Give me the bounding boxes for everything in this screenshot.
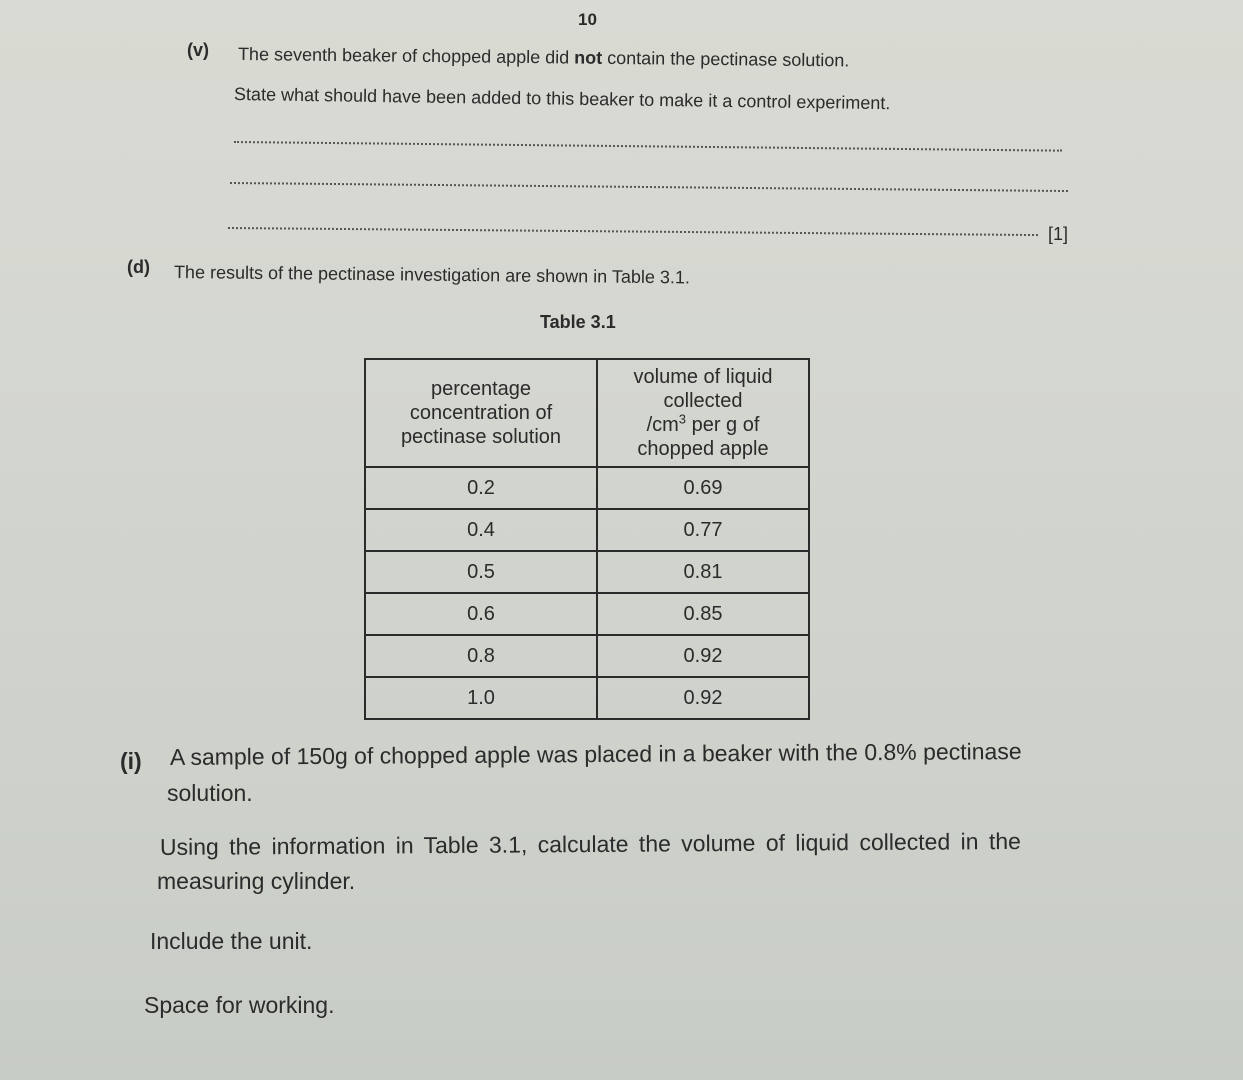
answer-line-2[interactable] (230, 182, 1068, 192)
header-volume-line1: volume of liquid (633, 366, 773, 388)
table-row (365, 509, 809, 551)
question-v-text-b: contain the pectinase solution. (602, 47, 850, 71)
question-label-v: (v) (187, 40, 209, 60)
working-space-label: Space for working. (144, 992, 335, 1018)
concentration-cell: 0.6 (365, 593, 597, 635)
concentration-cell: 1.0 (365, 677, 597, 719)
concentration-cell: 0.5 (365, 551, 597, 593)
question-i-instruction: Include the unit. (150, 928, 313, 954)
question-label-i: (i) (120, 748, 142, 774)
header-concentration-line2: concentration of (409, 402, 553, 424)
answer-line-1[interactable] (234, 141, 1062, 152)
marks-v: [1] (1048, 224, 1069, 244)
question-v-text (238, 44, 850, 71)
table-title: Table 3.1 (540, 312, 616, 332)
volume-cell: 0.69 (597, 467, 809, 509)
volume-cell: 0.77 (597, 509, 809, 551)
header-volume (597, 359, 809, 467)
question-v-text-a: The seventh beaker of chopped apple did (237, 44, 575, 68)
header-concentration-line3: pectinase solution (400, 426, 562, 448)
table-header-row (365, 359, 809, 467)
header-volume-unit-prefix: / (646, 414, 653, 436)
page-number: 10 (578, 10, 597, 29)
header-concentration (365, 359, 597, 467)
table-row (365, 635, 809, 677)
concentration-cell: 0.2 (365, 467, 597, 509)
question-d-text: The results of the pectinase investigation are shown in Table 3.1. (173, 262, 691, 288)
question-i-line3: Using the information in Table 3.1, calculate the volume of liquid collected in the (159, 827, 1021, 860)
question-i-line1: A sample of 150g of chopped apple was placed in a beaker with the 0.8% pectinase (169, 738, 1022, 770)
question-i-line2: solution. (167, 780, 253, 806)
header-volume-unit: cm (652, 414, 679, 436)
volume-cell: 0.92 (597, 677, 809, 719)
header-volume-line4: chopped apple (637, 438, 769, 460)
header-volume-unit-suffix: per g of (686, 414, 760, 436)
volume-cell: 0.92 (597, 635, 809, 677)
results-table (364, 358, 810, 720)
concentration-cell: 0.8 (365, 635, 597, 677)
volume-cell: 0.81 (597, 551, 809, 593)
answer-line-3[interactable] (228, 227, 1038, 236)
header-volume-unit-power: 3 (678, 411, 687, 427)
question-label-d: (d) (127, 257, 150, 277)
header-volume-line2: collected (663, 390, 743, 412)
question-i-line4: measuring cylinder. (157, 868, 356, 894)
table-row (365, 593, 809, 635)
volume-cell: 0.85 (597, 593, 809, 635)
question-v-text-bold: not (574, 47, 603, 68)
concentration-cell: 0.4 (365, 509, 597, 551)
table-row (365, 467, 809, 509)
question-v-instruction: State what should have been added to this beaker to make it a control experiment. (233, 84, 891, 114)
table-row (365, 551, 809, 593)
header-concentration-line1: percentage (430, 378, 532, 400)
table-row (365, 677, 809, 719)
